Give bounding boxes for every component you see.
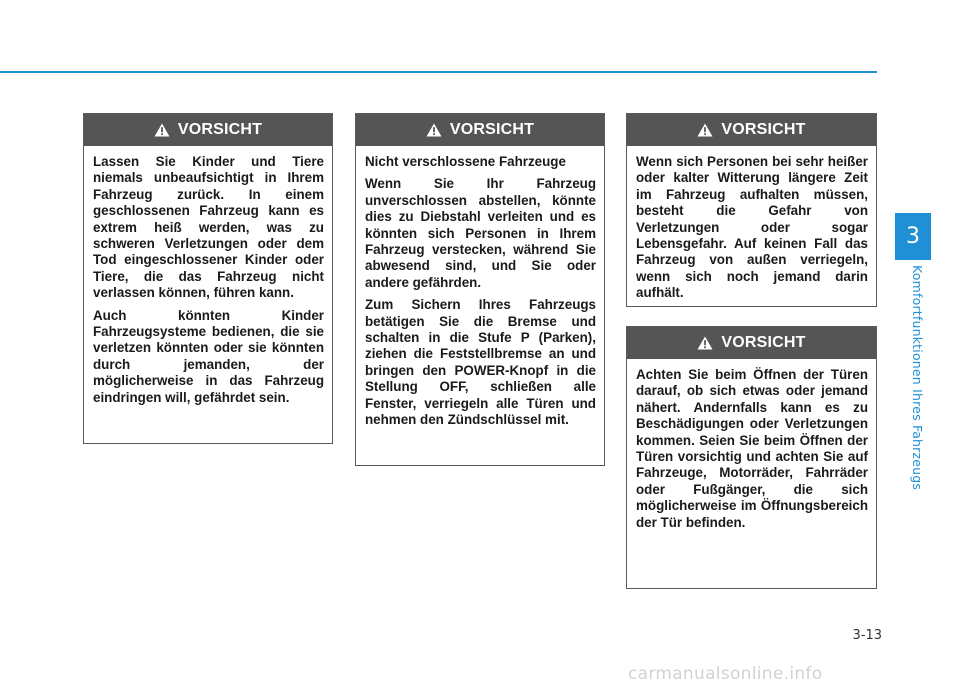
warning-box-unlocked-vehicle [355, 113, 605, 466]
warning-header [356, 114, 604, 146]
warning-title: VORSICHT [721, 121, 806, 138]
warning-paragraph: Wenn sich Personen bei sehr heißer oder kalter Witterung längere Zeit im Fahrzeug aufhalten müssen, besteht die Gefahr von Verletzungen oder sogar Lebensgefahr. Auf keinen Fall das Fahrzeug von außen verriegeln, wenn sich noch jemand darin aufhält. [636, 154, 868, 301]
chapter-tab [895, 213, 931, 260]
warning-paragraph: Achten Sie beim Öffnen der Türen darauf, ob sich etwas oder jemand nähert. Andernfalls kann es zu Beschädigungen oder Verletzungen kommen. Seien Sie beim Öffnen der Türen vorsichtig und achten Sie auf Fahrzeuge, Motorräder, Fahrräder oder Fußgänger, die sich möglicherweise im Öffnungsbereich der Tür befinden. [636, 367, 868, 530]
warning-triangle-icon [154, 123, 170, 137]
warning-body [84, 146, 332, 414]
warning-paragraph: Zum Sichern Ihres Fahrzeugs betätigen Sie die Bremse und schalten in die Stufe P (Parken), ziehen die Feststellbremse an und bringen den POWER-Knopf in die Stellung OFF, schließen alle Fenster, verriegeln alle Türen und nehmen den Zündschlüssel mit. [365, 297, 596, 428]
warning-triangle-icon [426, 123, 442, 137]
warning-title: VORSICHT [177, 121, 263, 138]
warning-paragraph: Auch könnten Kinder Fahrzeugsysteme bedienen, die sie verletzen könnten oder sie könnten durch jemanden, der möglicherweise in das Fahrzeug eindringen will, gefährdet sein. [93, 307, 324, 405]
chapter-number: 3 [906, 224, 920, 249]
warning-title: VORSICHT [721, 334, 806, 351]
warning-paragraph: Wenn Sie Ihr Fahrzeug unverschlossen abstellen, könnte dies zu Diebstahl verleiten und es könnten sich Personen in Ihrem Fahrzeug verstecken, während Sie abwesend sind, und Sie oder andere gefährden. [365, 176, 596, 290]
warning-body [627, 146, 876, 310]
warning-box-children-pets [83, 113, 333, 444]
header-rule [0, 71, 877, 73]
chapter-title: Komfortfunktionen Ihres Fahrzeugs [910, 265, 925, 491]
warning-box-door-opening [626, 326, 877, 589]
warning-title: VORSICHT [449, 121, 535, 138]
warning-body [627, 359, 876, 539]
warning-paragraph: Lassen Sie Kinder und Tiere niemals unbeaufsichtigt in Ihrem Fahrzeug zurück. In einem geschlossenen Fahrzeug kann es extrem heiß werden, was zu schweren Verletzungen oder dem Tod eingeschlossener Kinder oder Tiere, die das Fahrzeug nicht verlassen können, führen kann. [93, 154, 324, 301]
warning-body [356, 146, 604, 437]
warning-header [627, 114, 876, 146]
page-number: 3-13 [852, 628, 882, 643]
warning-box-weather [626, 113, 877, 307]
warning-triangle-icon [697, 336, 713, 350]
warning-header [627, 327, 876, 359]
warning-triangle-icon [697, 123, 713, 137]
warning-subheading: Nicht verschlossene Fahrzeuge [365, 154, 566, 169]
watermark: carmanualsonline.info [628, 664, 823, 684]
warning-header [84, 114, 332, 146]
